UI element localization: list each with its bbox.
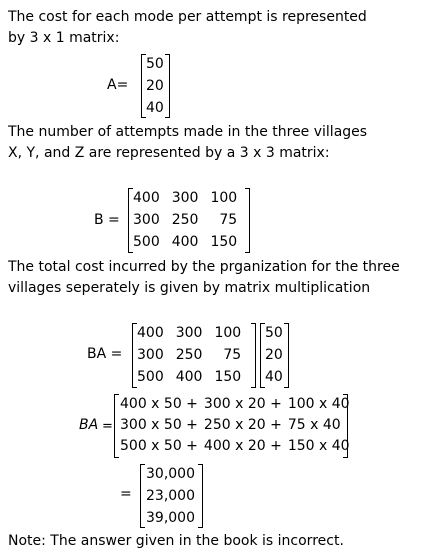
matrix-b-product-cell: 400: [137, 325, 164, 341]
matrix-b-cell: 100: [210, 190, 238, 206]
matrix-b2-right-bracket: [251, 323, 256, 388]
text-line-3: The number of attempts made in the three villages: [8, 124, 368, 140]
expansion-cell: 500 x 50 +: [120, 438, 198, 454]
matrix-a-cell: 50: [146, 56, 164, 72]
equals-sign-result: =: [120, 486, 132, 502]
matrix-b-cell: 75: [219, 212, 238, 228]
matrix-a-product-cell: 50: [265, 325, 283, 341]
matrix-b-product-cell: 100: [214, 325, 242, 341]
expansion-cell: 100 x 40: [287, 396, 350, 412]
matrix-b-cell: 250: [171, 212, 199, 228]
expansion-cell: 75 x 40: [287, 417, 341, 433]
text-line-1: The cost for each mode per attempt is represented: [8, 9, 367, 25]
matrix-b-product-cell: 300: [175, 325, 203, 341]
matrix-b-product-cell: 75: [223, 347, 242, 363]
matrix-b-cell: 400: [133, 190, 160, 206]
matrix-a: [146, 55, 164, 117]
matrix-b-product-cell: 400: [175, 369, 203, 385]
equals-sign-expansion: =: [102, 419, 113, 434]
note-text: Note: The answer given in the book is incorrect.: [8, 533, 344, 549]
matrix-b-cell: 400: [171, 234, 199, 250]
expansion-matrix: [120, 395, 350, 455]
label-ba: BA =: [87, 346, 123, 362]
result-cell: 39,000: [146, 510, 195, 526]
label-b: B =: [94, 212, 120, 228]
expansion-cell: 400 x 50 +: [120, 396, 198, 412]
result-left-bracket: [140, 464, 145, 528]
expansion-left-bracket: [114, 394, 119, 458]
expansion-right-bracket: [343, 394, 348, 458]
text-line-2: by 3 x 1 matrix:: [8, 30, 120, 46]
matrix-b-cell: 150: [210, 234, 238, 250]
expansion-cell: 400 x 20 +: [203, 438, 282, 454]
matrix-a-right-bracket: [165, 54, 170, 118]
matrix-a-cell: 40: [146, 100, 164, 116]
matrix-a-product-cell: 20: [265, 347, 283, 363]
label-a: A=: [107, 77, 129, 93]
expansion-cell: 300 x 20 +: [203, 396, 282, 412]
matrix-a-cell: 20: [146, 78, 164, 94]
expansion-cell: 250 x 20 +: [203, 417, 282, 433]
matrix-b-cell: 300: [133, 212, 160, 228]
matrix-a2-right-bracket: [284, 323, 289, 388]
expansion-cell: 150 x 40: [287, 438, 350, 454]
expansion-cell: 300 x 50 +: [120, 417, 198, 433]
result-right-bracket: [198, 464, 203, 528]
result-cell: 23,000: [146, 488, 195, 504]
label-ba-italic: BA: [79, 417, 99, 433]
matrix-b-product-cell: 250: [175, 347, 203, 363]
result-cell: 30,000: [146, 466, 195, 482]
matrix-b-right-bracket: [245, 188, 250, 253]
matrix-b-cell: 300: [171, 190, 199, 206]
text-line-4: X, Y, and Z are represented by a 3 x 3 matrix:: [8, 145, 330, 161]
matrix-b-cell: 500: [133, 234, 160, 250]
matrix-b-product-cell: 500: [137, 369, 164, 385]
matrix-b: [133, 189, 237, 251]
text-line-5: The total cost incurred by the prganization for the three: [8, 259, 400, 275]
matrix-a-product-cell: 40: [265, 369, 283, 385]
matrix-a-product: [265, 324, 283, 386]
result-matrix: [146, 465, 195, 527]
matrix-b-product: [137, 324, 241, 386]
text-line-6: villages seperately is given by matrix multiplication: [8, 280, 371, 296]
matrix-b-product-cell: 150: [214, 369, 242, 385]
matrix-b-product-cell: 300: [137, 347, 164, 363]
